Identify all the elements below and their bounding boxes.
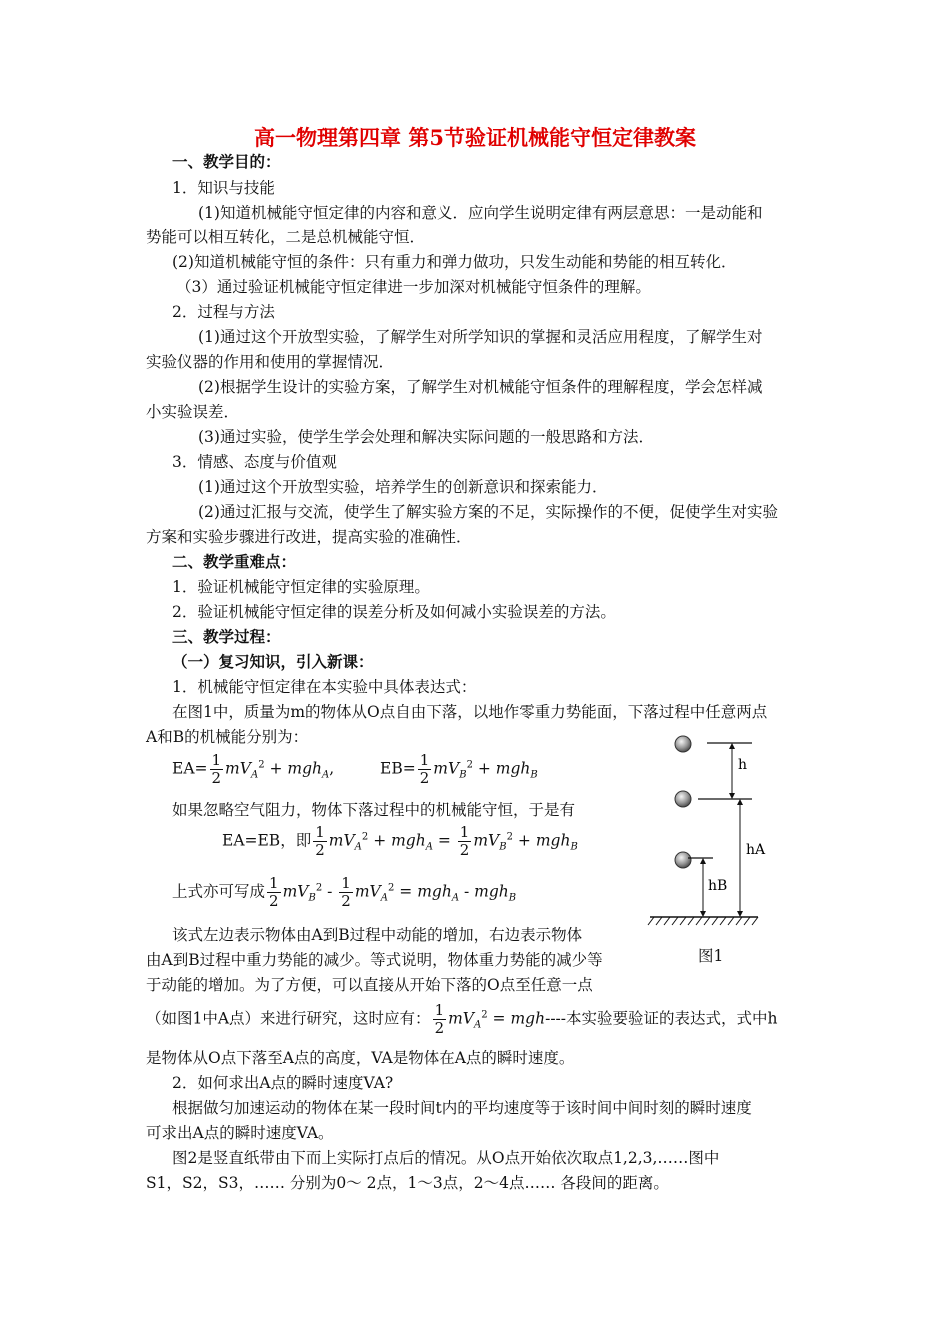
sec3-p2a: 在图1中，质量为m的物体从O点自由下落，以地作零重力势能面，下落过程中任意两点 bbox=[172, 703, 768, 721]
sec3-p5b: 由A到B过程中重力势能的减少。等式说明，物体重力势能的减少等 bbox=[146, 951, 603, 969]
sec1-p8a: (2)通过汇报与交流，使学生了解实验方案的不足，实际操作的不便，促使学生对实验 bbox=[198, 503, 778, 521]
sec3-p9b: S1，S2，S3，…… 分别为0～ 2点，1～3点，2～4点…… 各段间的距离。 bbox=[146, 1174, 669, 1192]
sec1-p4a: (1)通过这个开放型实验，了解学生对所学知识的掌握和灵活应用程度，了解学生对 bbox=[198, 328, 763, 346]
sec1-sub3: 3．情感、态度与价值观 bbox=[172, 453, 337, 471]
document-title: 高一物理第四章 第5节验证机械能守恒定律教案 bbox=[254, 125, 696, 150]
figure-1-caption: 图1 bbox=[698, 947, 724, 965]
p6-suffix: ----本实验要验证的表达式，式中h bbox=[545, 1009, 778, 1028]
eq1-left-label: EA= bbox=[172, 759, 208, 778]
sec1-p2: (2)知道机械能守恒的条件：只有重力和弹力做功，只发生动能和势能的相互转化． bbox=[172, 253, 737, 271]
sec3-p5c: 于动能的增加。为了方便，可以直接从开始下落的O点至任意一点 bbox=[146, 976, 593, 994]
ball-a bbox=[675, 791, 691, 807]
ball-b bbox=[675, 852, 691, 868]
sec3-p6b: 是物体从O点下落至A点的高度，VA是物体在A点的瞬时速度。 bbox=[146, 1049, 575, 1067]
sec1-p8b: 方案和实验步骤进行改进，提高实验的准确性． bbox=[146, 528, 472, 546]
eq2-prefix: EA=EB，即 bbox=[222, 831, 312, 850]
p4-prefix: 上式亦可写成 bbox=[172, 882, 266, 901]
sec3-p3: 如果忽略空气阻力，物体下落过程中的机械能守恒，于是有 bbox=[172, 801, 576, 819]
sec2-p2: 2．验证机械能守恒定律的误差分析及如何减小实验误差的方法。 bbox=[172, 603, 616, 621]
equation-rewritten: 上式亦可写成 $\frac{1}{2}$ $mV_B^2$ - $\frac{1}{2}$ $mV_A^2 = mgh_A - mgh_B$ bbox=[172, 874, 517, 910]
sec1-p5b: 小实验误差． bbox=[146, 403, 240, 421]
sec1-p1a: (1)知道机械能守恒定律的内容和意义．应向学生说明定律有两层意思：一是动能和 bbox=[198, 204, 763, 222]
ball-o bbox=[675, 736, 691, 752]
sec1-p6: (3)通过实验，使学生学会处理和解决实际问题的一般思路和方法． bbox=[198, 428, 654, 446]
sec3-p8a: 根据做匀加速运动的物体在某一段时间t内的平均速度等于该时间中间时刻的瞬时速度 bbox=[172, 1099, 752, 1117]
sec1-p1b: 势能可以相互转化，二是总机械能守恒． bbox=[146, 228, 426, 246]
eq1-right-label: EB= bbox=[380, 759, 416, 778]
sec1-p5a: (2)根据学生设计的实验方案，了解学生对机械能守恒条件的理解程度，学会怎样减 bbox=[198, 378, 763, 396]
section3-heading: 三、教学过程： bbox=[172, 627, 281, 646]
label-hb: hB bbox=[708, 878, 728, 894]
sec3-p5a: 该式左边表示物体由A到B过程中动能的增加，右边表示物体 bbox=[172, 926, 583, 944]
sec3-p7: 2．如何求出A点的瞬时速度VA? bbox=[172, 1074, 394, 1092]
sec1-sub1: 1．知识与技能 bbox=[172, 179, 275, 197]
label-ha: hA bbox=[746, 842, 766, 858]
sec3-p8b: 可求出A点的瞬时速度VA。 bbox=[146, 1124, 334, 1142]
equation-energy-a-b: EA= $\frac{1}{2}$ $mV_A^2 + mgh_A$, EB= $\frac{1}{2}$ $mV_B^2 + mgh_B$ bbox=[172, 751, 538, 787]
label-h: h bbox=[738, 757, 748, 773]
equation-conservation: EA=EB，即 $\frac{1}{2}$ $mV_A^2 + mgh_A$ = $\frac{1}{2}$ $mV_B^2 + mgh_B$ bbox=[222, 823, 578, 859]
figure-1-diagram bbox=[640, 730, 770, 930]
sec3-p2b: A和B的机械能分别为： bbox=[146, 728, 309, 746]
sec3-sub1: （一）复习知识，引入新课： bbox=[172, 652, 374, 671]
section2-heading: 二、教学重难点： bbox=[172, 552, 297, 571]
section1-heading: 一、教学目的： bbox=[172, 152, 281, 171]
sec1-p7: (1)通过这个开放型实验，培养学生的创新意识和探索能力． bbox=[198, 478, 608, 496]
sec3-p9a: 图2是竖直纸带由下而上实际打点后的情况。从O点开始依次取点1,2,3,……图中 bbox=[172, 1149, 720, 1167]
sec2-p1: 1．验证机械能守恒定律的实验原理。 bbox=[172, 578, 430, 596]
equation-verify: （如图1中A点）来进行研究，这时应有： $\frac{1}{2}$ $mV_A^2 = mgh----$本实验要验证的表达式，式中h bbox=[146, 1001, 778, 1037]
p6-prefix: （如图1中A点）来进行研究，这时应有： bbox=[146, 1009, 431, 1028]
sec1-sub2: 2．过程与方法 bbox=[172, 303, 275, 321]
sec3-p1: 1．机械能守恒定律在本实验中具体表达式： bbox=[172, 678, 477, 696]
sec1-p4b: 实验仪器的作用和使用的掌握情况． bbox=[146, 353, 395, 371]
sec1-p3: （3）通过验证机械能守恒定律进一步加深对机械能守恒条件的理解。 bbox=[176, 278, 651, 296]
